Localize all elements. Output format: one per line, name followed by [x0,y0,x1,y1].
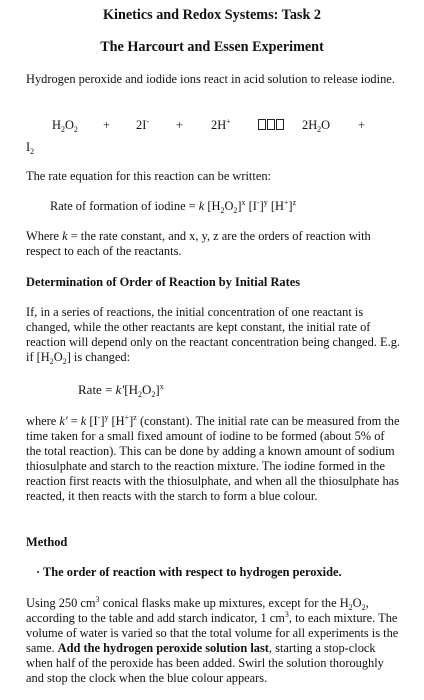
reactant-iodide: 2I- [136,117,149,132]
bullet-order-h2o2: · The order of reaction with respect to hydrogen peroxide. [36,565,342,579]
rate-equation: Rate of formation of iodine = k $[H_2O_2]^x$ $[I^-]^y$ $[H^+]^z$ [50,198,297,215]
product-iodine: $I_2$ [26,140,35,156]
plus-sign: + [103,118,110,132]
section-heading-method: Method [26,535,68,549]
reactant-hydrogen-ion: 2H+ [211,117,231,132]
measurement-paragraph: where k′ = k $[I^-]^y$ $[H^+]^z$ (constant). The initial rate can be measured from the time taken for a small fixed amount of iodine to be formed (about 5% of the total reaction). This can be done by adding a known amount of sodium thiosulphate and starch to the reaction mixture. The iodine formed in the reaction first reacts with the thiosulphate, and when all the thiosulphate has reacted, it then reacts with the starch to form a blue colour. [26,413,400,503]
section-heading-initial-rates: Determination of Order of Reaction by Initial Rates [26,275,301,289]
document-title: Kinetics and Redox Systems: Task 2 [103,7,321,23]
plus-sign: + [358,118,365,132]
rate-equation-intro: The rate equation for this reaction can be written: [26,169,271,183]
initial-rates-paragraph: If, in a series of reactions, the initial concentration of one reactant is changed, while the other reactants are kept constant, the initial rate of reaction will depend only on the reactant concentration being changed. E.g. if $[H_2O_2]$ is changed: [26,305,400,366]
rate-constant-definition: Where k = the rate constant, and x, y, z are the orders of reaction with respect to each of the reactants. [26,229,371,258]
document-subtitle: The Harcourt and Essen Experiment [100,39,324,55]
product-water: $2H_2O$ [302,118,331,134]
reaction-equation [0,118,424,134]
method-paragraph: Using 250 $cm^3$ conical flasks make up mixtures, except for the $H_2O_2$, according to the table and add starch indicator, 1 $cm^3$, to each mixture. The volume of water is varied so that the total volume for all experiments is the same. Add the hydrogen peroxide solution last, starting a stop-clock when half of the peroxide has been added. Swirl the solution thoroughly and stop the clock when the blue colour appears. [26,595,399,685]
arrow-missing-glyph [258,118,285,133]
pseudo-rate-equation: Rate = $k'[H_2O_2]^x$ [78,382,164,399]
plus-sign: + [176,118,183,132]
reactant-h2o2: $H_2O_2$ [52,118,78,134]
intro-paragraph: Hydrogen peroxide and iodide ions react in acid solution to release iodine. [26,72,395,86]
